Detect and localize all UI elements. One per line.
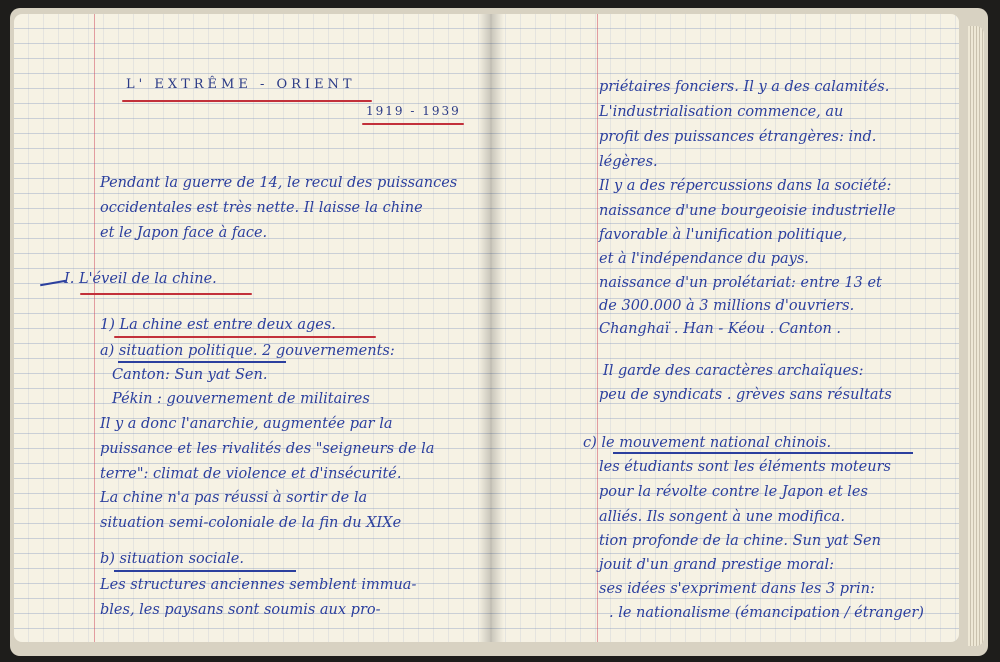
body-line: situation semi-coloniale de la fin du XIXe [100,515,402,531]
body-line: tion profonde de la chine. Sun yat Sen [599,533,881,549]
title-years: 1919 - 1939 [366,104,461,118]
body-line: Canton: Sun yat Sen. [112,367,268,383]
margin-line [94,14,95,642]
body-line: légères. [599,154,658,170]
notebook-gutter [478,14,504,642]
sub-b-heading: b) situation sociale. [100,551,244,567]
years-underline [362,123,464,125]
section-bullet-mark [40,280,66,286]
page-title: L' EXTRÊME - ORIENT [126,77,356,92]
sub-c-heading: c) le mouvement national chinois. [583,435,832,451]
body-line: Il y a donc l'anarchie, augmentée par la [100,416,393,432]
intro-line: occidentales est très nette. Il laisse la chine [100,200,423,216]
left-page [14,14,491,642]
body-line: bles, les paysans sont soumis aux pro- [100,602,381,618]
page-edges [968,26,984,646]
body-line: pour la révolte contre le Japon et les [599,484,868,500]
body-line: Changhaï . Han - Kéou . Canton . [599,321,842,337]
body-line: puissance et les rivalités des "seigneurs de la [100,441,435,457]
right-page [491,14,959,642]
body-line: peu de syndicats . grèves sans résultats [599,387,892,403]
section-heading: I. L'éveil de la chine. [64,271,217,287]
sub-a-underline [118,361,286,363]
body-line: terre": climat de violence et d'insécurité. [100,466,402,482]
body-line: Pékin : gouvernement de militaires [112,391,370,407]
body-line: alliés. Ils songent à une modifica. [599,509,845,525]
sub-a-heading: a) situation politique. 2 gouvernements: [100,343,395,359]
body-line: priétaires fonciers. Il y a des calamités. [599,79,890,95]
sub-b-underline [114,570,296,572]
body-line: La chine n'a pas réussi à sortir de la [100,490,368,506]
body-line: jouit d'un grand prestige moral: [599,557,835,573]
body-line: de 300.000 à 3 millions d'ouvriers. [599,298,855,314]
body-line: naissance d'une bourgeoisie industrielle [599,203,896,219]
body-line: Les structures anciennes semblent immua- [100,577,417,593]
body-line: Il garde des caractères archaïques: [603,363,864,379]
sub-c-underline [613,452,913,454]
body-line: et à l'indépendance du pays. [599,251,809,267]
title-underline [122,100,372,102]
body-line: Il y a des répercussions dans la société: [599,178,892,194]
intro-line: et le Japon face à face. [100,225,268,241]
subheading-1-underline [114,336,376,338]
body-line: . le nationalisme (émancipation / étranger) [609,605,924,621]
body-line: L'industrialisation commence, au [599,104,844,120]
body-line: ses idées s'expriment dans les 3 prin: [599,581,875,597]
section-heading-underline [80,293,252,295]
body-line: favorable à l'unification politique, [599,227,847,243]
margin-line [597,14,598,642]
body-line: profit des puissances étrangères: ind. [599,129,877,145]
body-line: les étudiants sont les éléments moteurs [599,459,891,475]
subheading-1: 1) La chine est entre deux ages. [100,317,336,333]
intro-line: Pendant la guerre de 14, le recul des puissances [100,175,458,191]
body-line: naissance d'un prolétariat: entre 13 et [599,275,882,291]
